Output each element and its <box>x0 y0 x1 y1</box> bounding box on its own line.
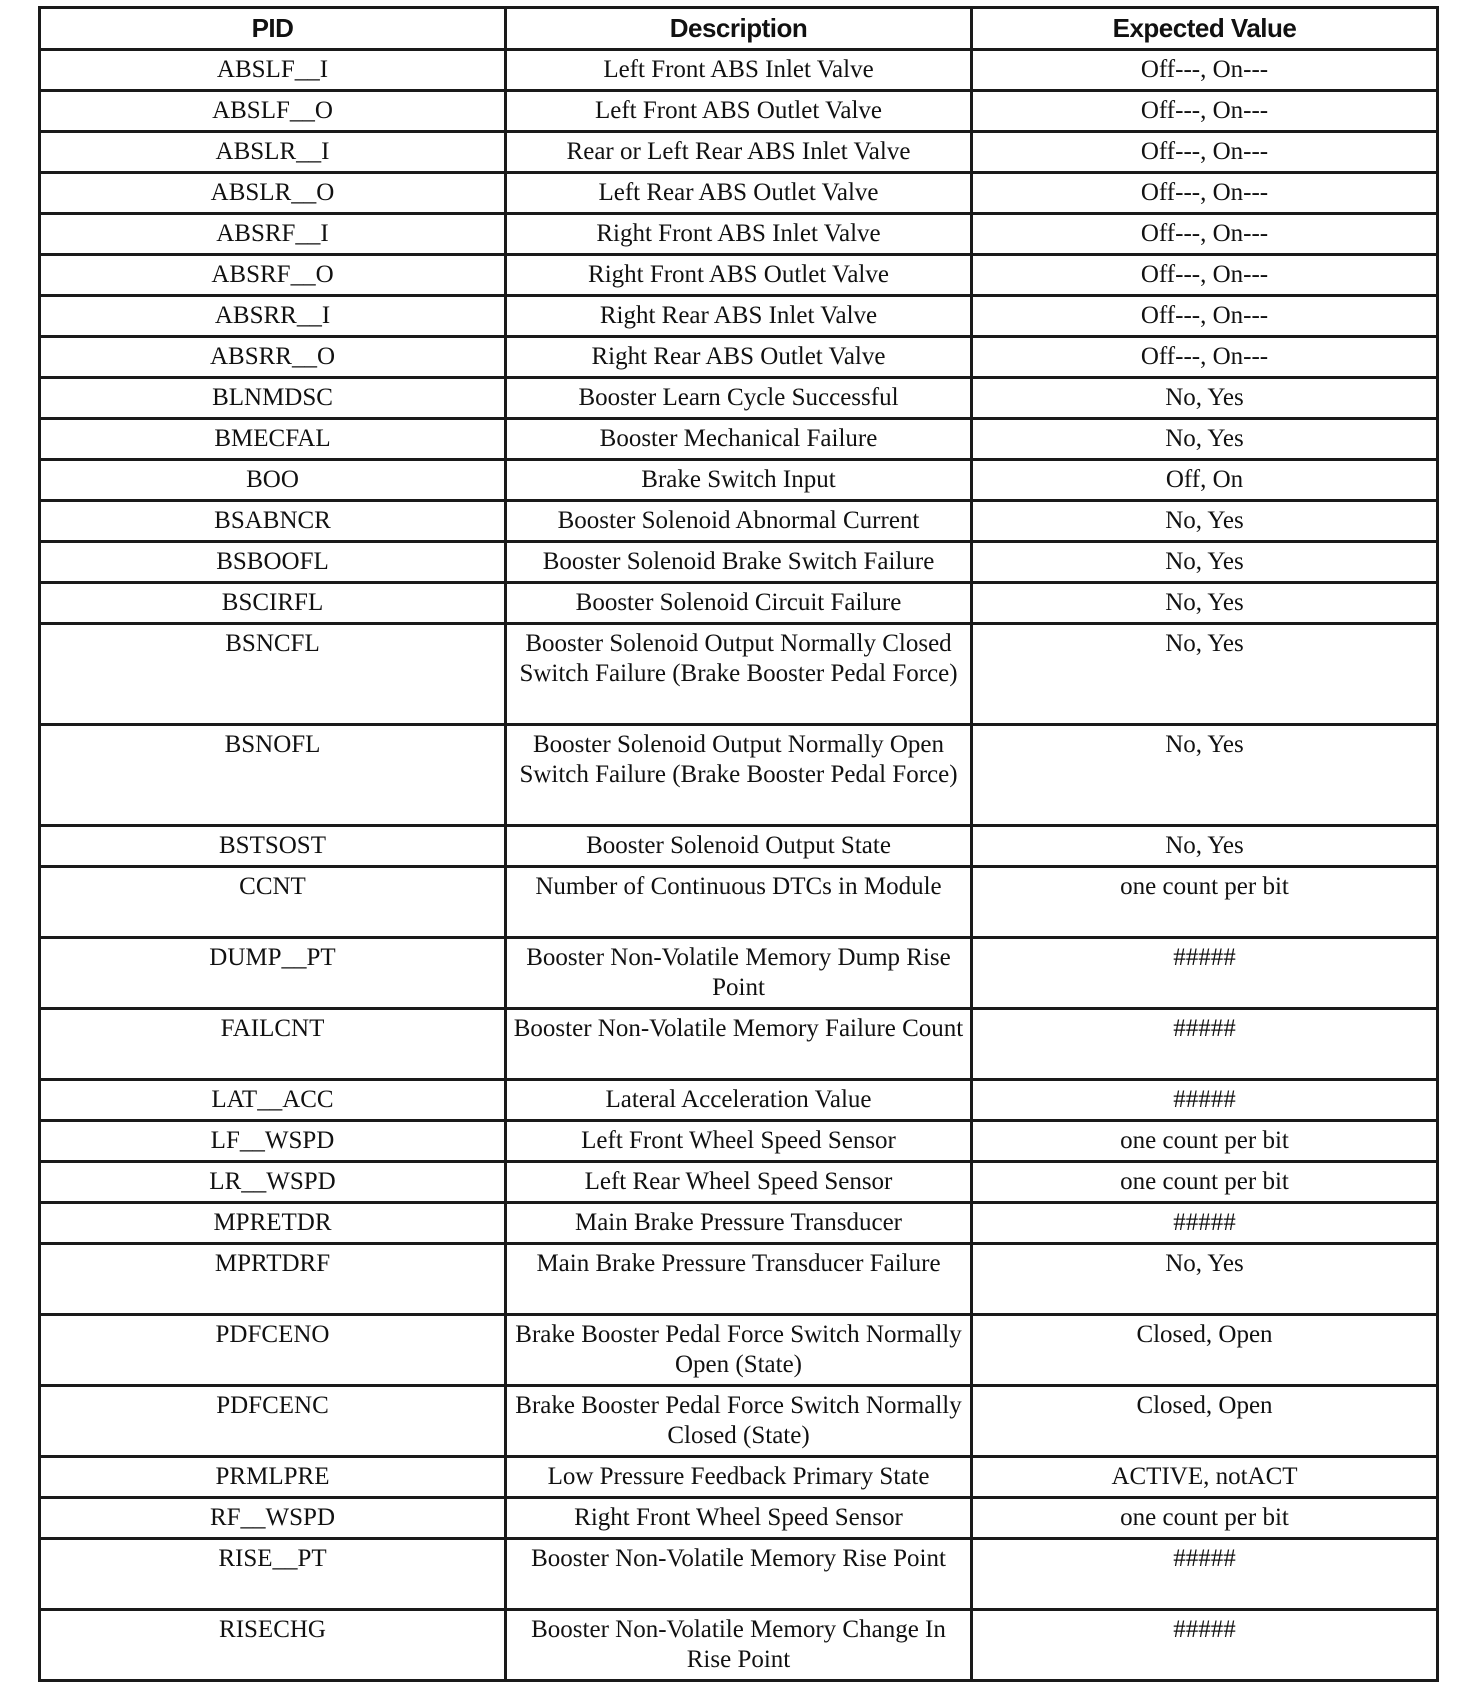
cell-description: Right Rear ABS Inlet Valve <box>506 296 972 337</box>
cell-description: Booster Solenoid Output State <box>506 826 972 867</box>
cell-description: Brake Booster Pedal Force Switch Normally Open (State) <box>506 1315 972 1386</box>
cell-description: Right Front Wheel Speed Sensor <box>506 1498 972 1539</box>
cell-pid: PDFCENC <box>40 1386 506 1457</box>
table-row <box>40 1121 1438 1162</box>
cell-expected-value: Off---, On--- <box>972 255 1438 296</box>
table-row <box>40 583 1438 624</box>
cell-pid: PDFCENO <box>40 1315 506 1386</box>
cell-expected-value: No, Yes <box>972 583 1438 624</box>
cell-pid: PRMLPRE <box>40 1457 506 1498</box>
cell-pid: BSNCFL <box>40 624 506 725</box>
table-row <box>40 725 1438 826</box>
cell-description: Right Front ABS Outlet Valve <box>506 255 972 296</box>
cell-pid: RISE__PT <box>40 1539 506 1610</box>
cell-expected-value: Off---, On--- <box>972 173 1438 214</box>
table-body <box>40 50 1438 1681</box>
cell-description: Booster Learn Cycle Successful <box>506 378 972 419</box>
table-row <box>40 1244 1438 1315</box>
cell-pid: ABSLF__O <box>40 91 506 132</box>
cell-description: Lateral Acceleration Value <box>506 1080 972 1121</box>
table-row <box>40 255 1438 296</box>
cell-pid: ABSRF__I <box>40 214 506 255</box>
header-description: Description <box>506 8 972 50</box>
cell-expected-value: No, Yes <box>972 725 1438 826</box>
cell-expected-value: one count per bit <box>972 867 1438 938</box>
table-row <box>40 826 1438 867</box>
cell-description: Left Front ABS Outlet Valve <box>506 91 972 132</box>
cell-description: Left Rear Wheel Speed Sensor <box>506 1162 972 1203</box>
header-expected-value: Expected Value <box>972 8 1438 50</box>
table-row <box>40 91 1438 132</box>
cell-description: Booster Solenoid Output Normally Closed Switch Failure (Brake Booster Pedal Force) <box>506 624 972 725</box>
cell-description: Booster Non-Volatile Memory Change In Rise Point <box>506 1610 972 1681</box>
cell-description: Booster Solenoid Abnormal Current <box>506 501 972 542</box>
cell-pid: ABSRR__O <box>40 337 506 378</box>
cell-description: Main Brake Pressure Transducer Failure <box>506 1244 972 1315</box>
table-row <box>40 460 1438 501</box>
cell-description: Brake Switch Input <box>506 460 972 501</box>
table-row <box>40 419 1438 460</box>
table-row <box>40 1203 1438 1244</box>
cell-description: Low Pressure Feedback Primary State <box>506 1457 972 1498</box>
cell-expected-value: Closed, Open <box>972 1315 1438 1386</box>
cell-expected-value: No, Yes <box>972 826 1438 867</box>
cell-expected-value: No, Yes <box>972 542 1438 583</box>
table-row <box>40 867 1438 938</box>
cell-expected-value: Off---, On--- <box>972 132 1438 173</box>
cell-expected-value: Off---, On--- <box>972 337 1438 378</box>
cell-pid: CCNT <box>40 867 506 938</box>
cell-pid: DUMP__PT <box>40 938 506 1009</box>
cell-expected-value: No, Yes <box>972 1244 1438 1315</box>
pid-table <box>38 6 1439 1682</box>
cell-pid: LR__WSPD <box>40 1162 506 1203</box>
cell-pid: BSTSOST <box>40 826 506 867</box>
cell-expected-value: ##### <box>972 1539 1438 1610</box>
cell-pid: ABSLF__I <box>40 50 506 91</box>
table-row <box>40 1386 1438 1457</box>
cell-expected-value: Off, On <box>972 460 1438 501</box>
cell-expected-value: one count per bit <box>972 1162 1438 1203</box>
table-row <box>40 542 1438 583</box>
table-row <box>40 378 1438 419</box>
cell-pid: BSCIRFL <box>40 583 506 624</box>
cell-expected-value: one count per bit <box>972 1498 1438 1539</box>
cell-description: Booster Solenoid Circuit Failure <box>506 583 972 624</box>
table-row <box>40 1457 1438 1498</box>
cell-expected-value: ##### <box>972 1203 1438 1244</box>
cell-expected-value: No, Yes <box>972 624 1438 725</box>
cell-pid: BSBOOFL <box>40 542 506 583</box>
table-row <box>40 50 1438 91</box>
cell-description: Right Front ABS Inlet Valve <box>506 214 972 255</box>
cell-description: Booster Solenoid Brake Switch Failure <box>506 542 972 583</box>
cell-expected-value: No, Yes <box>972 419 1438 460</box>
cell-description: Right Rear ABS Outlet Valve <box>506 337 972 378</box>
table-row <box>40 173 1438 214</box>
cell-pid: RISECHG <box>40 1610 506 1681</box>
cell-pid: ABSRF__O <box>40 255 506 296</box>
table-row <box>40 1080 1438 1121</box>
table-row <box>40 1539 1438 1610</box>
table-row <box>40 501 1438 542</box>
cell-pid: BOO <box>40 460 506 501</box>
cell-expected-value: ##### <box>972 1009 1438 1080</box>
cell-description: Rear or Left Rear ABS Inlet Valve <box>506 132 972 173</box>
cell-expected-value: ACTIVE, notACT <box>972 1457 1438 1498</box>
cell-pid: ABSRR__I <box>40 296 506 337</box>
cell-expected-value: ##### <box>972 938 1438 1009</box>
cell-description: Left Front Wheel Speed Sensor <box>506 1121 972 1162</box>
cell-description: Booster Mechanical Failure <box>506 419 972 460</box>
cell-expected-value: ##### <box>972 1080 1438 1121</box>
cell-expected-value: ##### <box>972 1610 1438 1681</box>
cell-pid: BSABNCR <box>40 501 506 542</box>
cell-pid: BMECFAL <box>40 419 506 460</box>
cell-expected-value: Off---, On--- <box>972 50 1438 91</box>
cell-expected-value: Off---, On--- <box>972 296 1438 337</box>
cell-expected-value: one count per bit <box>972 1121 1438 1162</box>
header-row <box>40 8 1438 50</box>
table-row <box>40 214 1438 255</box>
cell-pid: MPRTDRF <box>40 1244 506 1315</box>
cell-expected-value: No, Yes <box>972 501 1438 542</box>
cell-pid: FAILCNT <box>40 1009 506 1080</box>
cell-expected-value: Closed, Open <box>972 1386 1438 1457</box>
cell-pid: BLNMDSC <box>40 378 506 419</box>
table-row <box>40 1610 1438 1681</box>
table-row <box>40 1498 1438 1539</box>
cell-description: Brake Booster Pedal Force Switch Normally Closed (State) <box>506 1386 972 1457</box>
cell-description: Left Front ABS Inlet Valve <box>506 50 972 91</box>
table-row <box>40 1009 1438 1080</box>
cell-description: Number of Continuous DTCs in Module <box>506 867 972 938</box>
cell-pid: BSNOFL <box>40 725 506 826</box>
table-row <box>40 938 1438 1009</box>
cell-pid: RF__WSPD <box>40 1498 506 1539</box>
cell-description: Booster Non-Volatile Memory Failure Count <box>506 1009 972 1080</box>
cell-description: Left Rear ABS Outlet Valve <box>506 173 972 214</box>
cell-expected-value: Off---, On--- <box>972 91 1438 132</box>
cell-pid: MPRETDR <box>40 1203 506 1244</box>
cell-description: Booster Solenoid Output Normally Open Switch Failure (Brake Booster Pedal Force) <box>506 725 972 826</box>
cell-description: Main Brake Pressure Transducer <box>506 1203 972 1244</box>
cell-description: Booster Non-Volatile Memory Dump Rise Point <box>506 938 972 1009</box>
table-row <box>40 624 1438 725</box>
cell-pid: LF__WSPD <box>40 1121 506 1162</box>
table-row <box>40 337 1438 378</box>
cell-expected-value: No, Yes <box>972 378 1438 419</box>
cell-expected-value: Off---, On--- <box>972 214 1438 255</box>
cell-pid: ABSLR__I <box>40 132 506 173</box>
table-row <box>40 1162 1438 1203</box>
table-row <box>40 296 1438 337</box>
header-pid: PID <box>40 8 506 50</box>
cell-pid: LAT__ACC <box>40 1080 506 1121</box>
cell-description: Booster Non-Volatile Memory Rise Point <box>506 1539 972 1610</box>
table-row <box>40 132 1438 173</box>
table-row <box>40 1315 1438 1386</box>
cell-pid: ABSLR__O <box>40 173 506 214</box>
